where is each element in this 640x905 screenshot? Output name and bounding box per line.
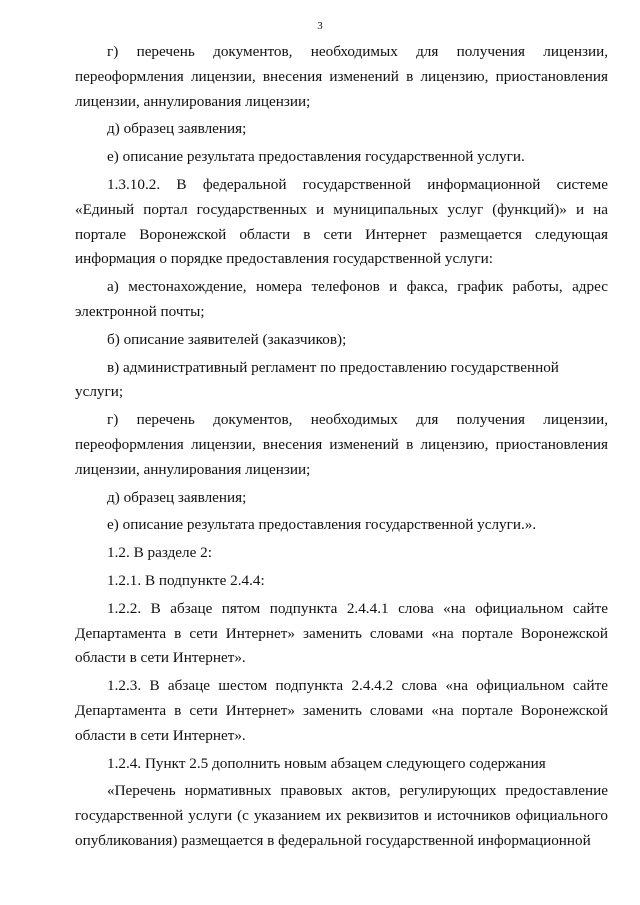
paragraph-clause-1-2-3: 1.2.3. В абзаце шестом подпункта 2.4.4.2 слова «на официальном сайте Департамента в сети Интернет» заменить словами «на портале Воронежской области в сети Интернет». (75, 677, 608, 744)
page-number: 3 (317, 20, 323, 32)
paragraph-list-item-d: д) образец заявления; (107, 120, 247, 138)
paragraph-clause-1-2-4: 1.2.4. Пункт 2.5 дополнить новым абзацем следующего содержания (107, 754, 546, 772)
paragraph-list-item-b: б) описание заявителей (заказчиков); (107, 330, 347, 348)
paragraph-list-item-v: в) административный регламент по предоставлению государственной услуги; (75, 358, 559, 401)
paragraph-list-item-a: а) местонахождение, номера телефонов и факса, график работы, адрес электронной почты; (75, 278, 608, 320)
paragraph-list-item-g: г) перечень документов, необходимых для получения лицензии, переоформления лицензии, внесения изменений в лицензию, приостановления лицензии, аннулирования лицензии; (75, 43, 608, 110)
paragraph-clause-1-2: 1.2. В разделе 2: (107, 544, 212, 562)
paragraph-list-item-d-2: д) образец заявления; (107, 488, 247, 506)
paragraph-list-item-e: е) описание результата предоставления государственной услуги. (107, 148, 525, 166)
paragraph-quoted-addition: «Перечень нормативных правовых актов, регулирующих предоставление государственной услуги (с указанием их реквизитов и источников официального опубликования) размещается в федеральной государственной информационной (75, 782, 608, 849)
paragraph-clause-1-2-2: 1.2.2. В абзаце пятом подпункта 2.4.4.1 слова «на официальном сайте Департамента в сети Интернет» заменить словами «на портале Воронежской области в сети Интернет». (75, 599, 608, 667)
document-body (75, 40, 608, 857)
paragraph-list-item-g-2: г) перечень документов, необходимых для получения лицензии, переоформления лицензии, внесения изменений в лицензию, приостановления лицензии, аннулирования лицензии; (75, 411, 608, 478)
paragraph-clause-1-3-10-2: 1.3.10.2. В федеральной государственной информационной системе «Единый портал государственных и муниципальных услуг (функций)» и на портале Воронежской области в сети Интернет размещается следующая информация о порядке предоставления государственной услуги: (75, 175, 608, 268)
paragraph-list-item-e-2: е) описание результата предоставления государственной услуги.». (107, 516, 537, 534)
paragraph-clause-1-2-1: 1.2.1. В подпункте 2.4.4: (107, 571, 265, 589)
